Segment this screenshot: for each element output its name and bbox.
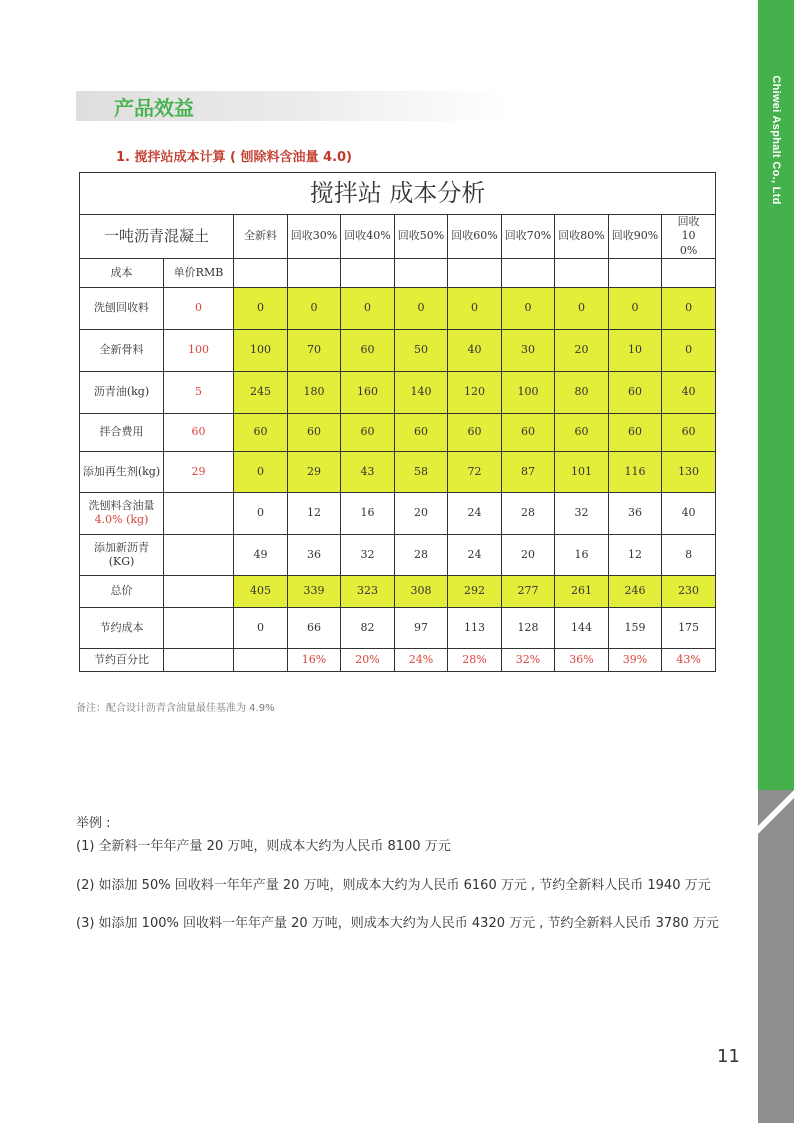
cost-header: 成本	[80, 258, 164, 287]
cell: 323	[341, 575, 395, 607]
cell: 40	[662, 371, 716, 413]
unit-price	[164, 492, 234, 534]
table-row	[80, 607, 716, 648]
column-header-text: 回收100%	[677, 215, 700, 257]
cell: 16	[555, 534, 609, 575]
row-label-main: 洗刨料含油量	[88, 499, 155, 513]
cell: 28	[502, 492, 555, 534]
cell: 72	[448, 451, 502, 492]
cell: 60	[555, 413, 609, 451]
cell: 405	[234, 575, 288, 607]
cell: 113	[448, 607, 502, 648]
column-header: 回收50%	[395, 215, 448, 259]
footnote: 备注：配合设计沥青含油量最佳基准为 4.9%	[76, 703, 275, 714]
cell: 60	[502, 413, 555, 451]
column-header: 回收90%	[609, 215, 662, 259]
row-label-sub: (KG)	[108, 554, 135, 568]
cell: 0	[234, 607, 288, 648]
table-row	[80, 451, 716, 492]
row-label: 节约成本	[80, 607, 164, 648]
cell: 43%	[662, 648, 716, 671]
cell: 261	[555, 575, 609, 607]
section-title: 产品效益	[114, 96, 194, 120]
example-item: (1) 全新料一年年产量 20 万吨，则成本大约为人民币 8100 万元	[76, 838, 451, 854]
table-title: 搅拌站 成本分析	[80, 173, 716, 215]
cell: 40	[448, 329, 502, 371]
cell: 0	[448, 287, 502, 329]
cell: 29	[288, 451, 341, 492]
row-label: 总价	[80, 575, 164, 607]
cell: 159	[609, 607, 662, 648]
cell: 24%	[395, 648, 448, 671]
cell: 24	[448, 534, 502, 575]
cell: 175	[662, 607, 716, 648]
cell: 144	[555, 607, 609, 648]
cell: 43	[341, 451, 395, 492]
company-name: Chiwei Asphalt Co., Ltd	[770, 75, 782, 205]
row-label: 添加再生剂(kg)	[80, 451, 164, 492]
row-label	[80, 534, 164, 575]
cell: 100	[234, 329, 288, 371]
cell: 0	[288, 287, 341, 329]
cell: 0	[395, 287, 448, 329]
cell: 24	[448, 492, 502, 534]
row-label: 沥青油(kg)	[80, 371, 164, 413]
table-row	[80, 413, 716, 451]
unit-price	[164, 607, 234, 648]
cell: 32	[555, 492, 609, 534]
cell: 140	[395, 371, 448, 413]
cell: 0	[234, 492, 288, 534]
cell: 10	[609, 329, 662, 371]
cell: 339	[288, 575, 341, 607]
cell: 0	[502, 287, 555, 329]
cell: 160	[341, 371, 395, 413]
row-label	[80, 492, 164, 534]
unit-price-header: 单价RMB	[164, 258, 234, 287]
cell: 0	[234, 451, 288, 492]
cell: 20	[502, 534, 555, 575]
table-corner-header: 一吨沥青混凝土	[80, 215, 234, 259]
cell: 8	[662, 534, 716, 575]
cell: 20	[555, 329, 609, 371]
cell: 32%	[502, 648, 555, 671]
column-header: 回收60%	[448, 215, 502, 259]
cell: 12	[288, 492, 341, 534]
cell: 180	[288, 371, 341, 413]
cell: 16	[341, 492, 395, 534]
cell: 28%	[448, 648, 502, 671]
table-row	[80, 371, 716, 413]
cell: 32	[341, 534, 395, 575]
example-item: (2) 如添加 50% 回收料一年年产量 20 万吨，则成本大约为人民币 6160 万元 , 节约全新料人民币 1940 万元	[76, 877, 711, 893]
cell: 60	[288, 413, 341, 451]
cell: 100	[502, 371, 555, 413]
cell: 50	[395, 329, 448, 371]
column-header	[662, 215, 716, 259]
cell: 128	[502, 607, 555, 648]
cell: 58	[395, 451, 448, 492]
cell: 66	[288, 607, 341, 648]
cell: 120	[448, 371, 502, 413]
page-number: 11	[717, 1046, 740, 1067]
cell: 0	[234, 287, 288, 329]
row-label-main: 添加新沥青	[94, 540, 149, 554]
cell: 70	[288, 329, 341, 371]
cost-analysis-table	[79, 172, 716, 672]
cell: 0	[555, 287, 609, 329]
row-label: 全新骨料	[80, 329, 164, 371]
cell: 60	[395, 413, 448, 451]
cell: 60	[662, 413, 716, 451]
column-header: 回收80%	[555, 215, 609, 259]
cell: 60	[609, 371, 662, 413]
cell: 30	[502, 329, 555, 371]
cell: 60	[341, 413, 395, 451]
unit-price	[164, 575, 234, 607]
cell: 87	[502, 451, 555, 492]
table-row	[80, 287, 716, 329]
table-row	[80, 492, 716, 534]
column-header: 回收40%	[341, 215, 395, 259]
cell: 60	[609, 413, 662, 451]
cell: 80	[555, 371, 609, 413]
cell: 116	[609, 451, 662, 492]
cell	[234, 648, 288, 671]
cell: 12	[609, 534, 662, 575]
unit-price: 29	[164, 451, 234, 492]
table-row	[80, 575, 716, 607]
cell: 36	[609, 492, 662, 534]
cell: 246	[609, 575, 662, 607]
cell: 0	[662, 329, 716, 371]
cell: 0	[341, 287, 395, 329]
unit-price	[164, 648, 234, 671]
unit-price: 60	[164, 413, 234, 451]
row-label-sub: 4.0% (kg)	[94, 513, 149, 527]
cell: 82	[341, 607, 395, 648]
column-header-row	[80, 215, 716, 259]
cell: 39%	[609, 648, 662, 671]
unit-price: 0	[164, 287, 234, 329]
cell: 60	[341, 329, 395, 371]
row-label: 洗刨回收料	[80, 287, 164, 329]
cell: 292	[448, 575, 502, 607]
unit-price	[164, 534, 234, 575]
cell: 245	[234, 371, 288, 413]
cell: 0	[662, 287, 716, 329]
column-header: 回收30%	[288, 215, 341, 259]
cell: 16%	[288, 648, 341, 671]
examples-section	[76, 813, 726, 936]
cell: 0	[609, 287, 662, 329]
unit-price: 5	[164, 371, 234, 413]
unit-price: 100	[164, 329, 234, 371]
cell: 101	[555, 451, 609, 492]
sub-header-row	[80, 258, 716, 287]
cell: 97	[395, 607, 448, 648]
cell: 36	[288, 534, 341, 575]
subheading: 1. 搅拌站成本计算 ( 刨除料含油量 4.0)	[116, 150, 352, 165]
cell: 130	[662, 451, 716, 492]
cell: 20%	[341, 648, 395, 671]
example-item: (3) 如添加 100% 回收料一年年产量 20 万吨，则成本大约为人民币 4320 万元 , 节约全新料人民币 3780 万元	[76, 916, 719, 932]
table-row	[80, 648, 716, 671]
cell: 277	[502, 575, 555, 607]
cell: 40	[662, 492, 716, 534]
cell: 60	[234, 413, 288, 451]
examples-heading: 举例 :	[76, 816, 111, 831]
cell: 36%	[555, 648, 609, 671]
table-row	[80, 329, 716, 371]
row-label: 节约百分比	[80, 648, 164, 671]
cell: 308	[395, 575, 448, 607]
row-label: 拌合费用	[80, 413, 164, 451]
cell: 230	[662, 575, 716, 607]
cell: 60	[448, 413, 502, 451]
column-header: 全新料	[234, 215, 288, 259]
cell: 28	[395, 534, 448, 575]
cell: 20	[395, 492, 448, 534]
table-row	[80, 534, 716, 575]
cell: 49	[234, 534, 288, 575]
column-header: 回收70%	[502, 215, 555, 259]
